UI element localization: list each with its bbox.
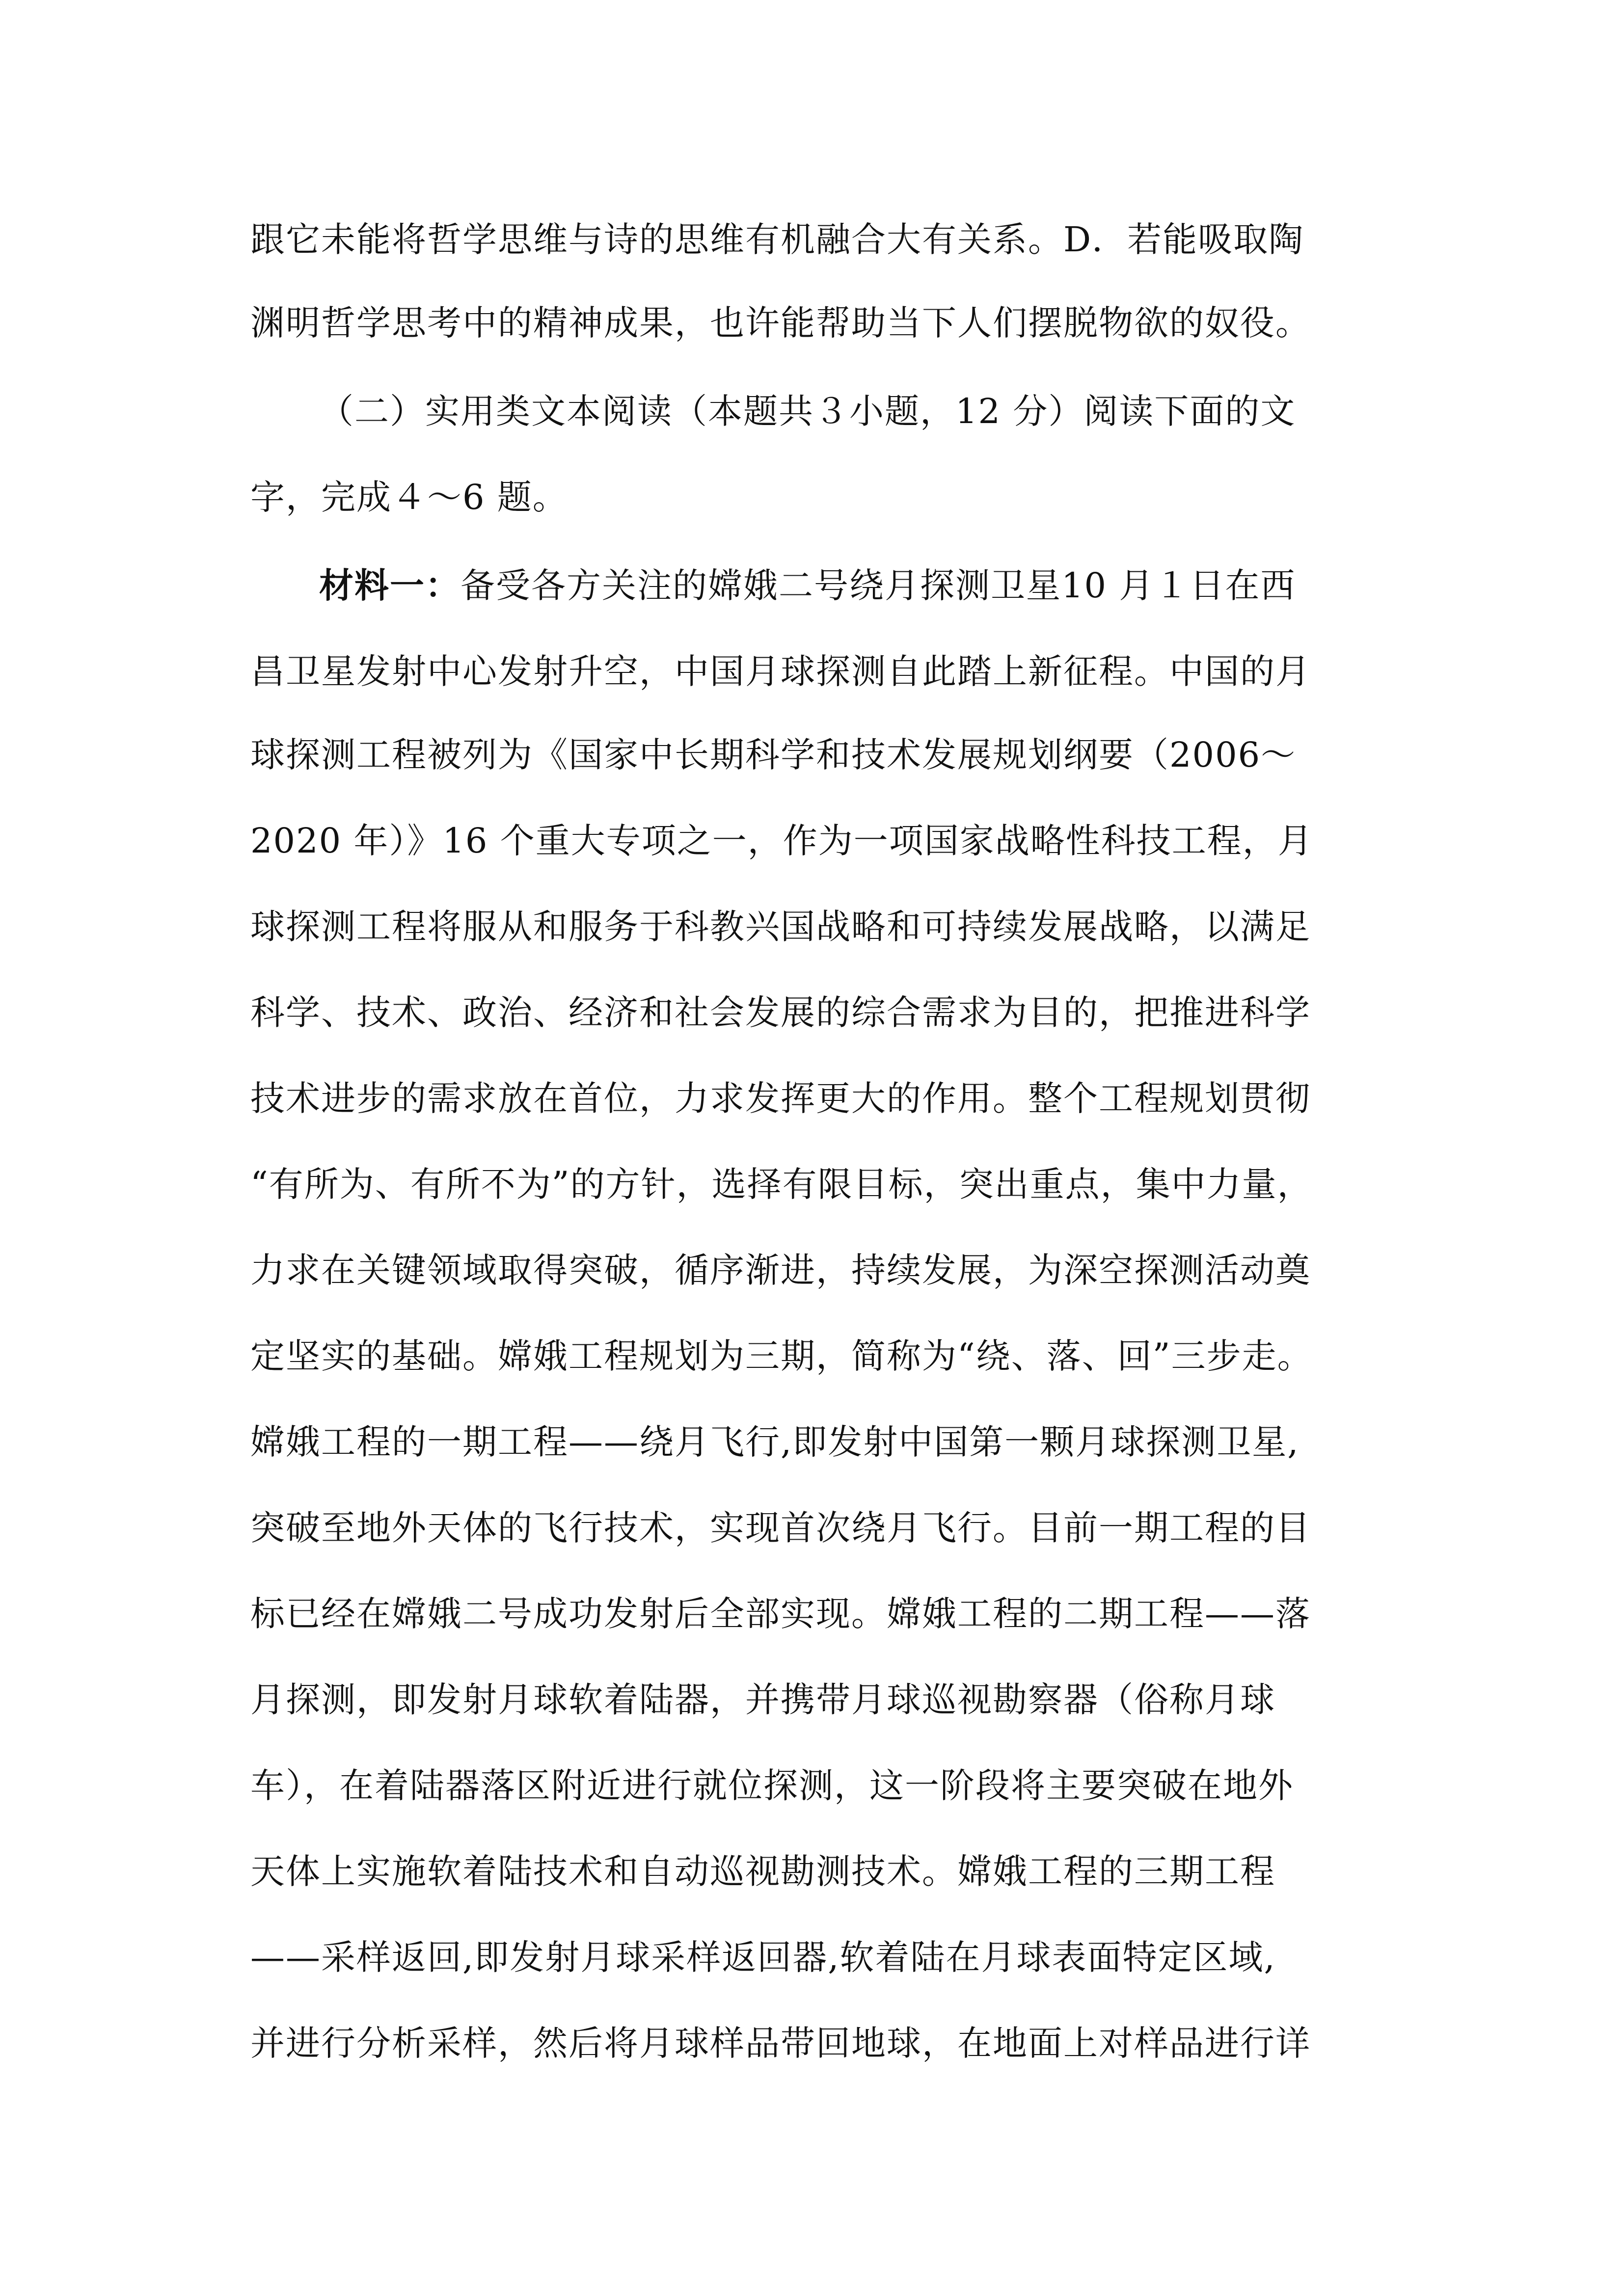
text-line-22: 并进行分析采样，然后将月球样品带回地球，在地面上对样品进行详 xyxy=(250,2023,1311,2063)
text-line-11: 技术进步的需求放在首位，力求发挥更大的作用。整个工程规划贯彻 xyxy=(250,1078,1311,1119)
text-line-17: 标已经在嫦娥二号成功发射后全部实现。嫦娥工程的二期工程——落 xyxy=(250,1594,1311,1634)
text-line-2: 渊明哲学思考中的精神成果，也许能帮助当下人们摆脱物欲的奴役。 xyxy=(250,303,1311,343)
text-line-14: 定坚实的基础。嫦娥工程规划为三期，简称为“绕、落、回”三步走。 xyxy=(250,1336,1313,1376)
text-line-7: 球探测工程被列为《国家中长期科学和技术发展规划纲要（2006～ xyxy=(250,735,1297,775)
text-line-12: “有所为、有所不为”的方针，选择有限目标，突出重点，集中力量， xyxy=(250,1164,1313,1204)
text-line-18: 月探测，即发射月球软着陆器，并携带月球巡视勘察器（俗称月球 xyxy=(250,1680,1275,1720)
text-line-20: 天体上实施软着陆技术和自动巡视勘测技术。嫦娥工程的三期工程 xyxy=(250,1851,1275,1892)
text-line-15: 嫦娥工程的一期工程——绕月飞行,即发射中国第一颗月球探测卫星, xyxy=(250,1422,1299,1462)
material-one-label: 材料一： xyxy=(319,565,460,606)
text-line-9: 球探测工程将服从和服务于科教兴国战略和可持续发展战略，以满足 xyxy=(250,907,1311,947)
text-line-1: 跟它未能将哲学思维与诗的思维有机融合大有关系。D．若能吸取陶 xyxy=(250,219,1304,260)
text-line-16: 突破至地外天体的飞行技术，实现首次绕月飞行。目前一期工程的目 xyxy=(250,1508,1311,1548)
text-line-8: 2020 年）》16 个重大专项之一，作为一项国家战略性科技工程，月 xyxy=(250,821,1313,861)
text-line-10: 科学、技术、政治、经济和社会发展的综合需求为目的，把推进科学 xyxy=(250,992,1311,1033)
text-line-6: 昌卫星发射中心发射升空，中国月球探测自此踏上新征程。中国的月 xyxy=(250,651,1311,692)
text-line-19: 车），在着陆器落区附近进行就位探测，这一阶段将主要突破在地外 xyxy=(250,1765,1294,1806)
text-line-13: 力求在关键领域取得突破，循序渐进，持续发展，为深空探测活动奠 xyxy=(250,1250,1311,1290)
text-line-21: ——采样返回,即发射月球采样返回器,软着陆在月球表面特定区域, xyxy=(250,1937,1276,1977)
section-heading-practical-text: （二）实用类文本阅读（本题共３小题，12 分）阅读下面的文 xyxy=(319,391,1296,431)
material-one-text: 备受各方关注的嫦娥二号绕月探测卫星10 月１日在西 xyxy=(460,565,1296,606)
material-one-first-line xyxy=(319,562,1463,609)
section-heading-continued: 字，完成４～6 题。 xyxy=(250,477,568,517)
